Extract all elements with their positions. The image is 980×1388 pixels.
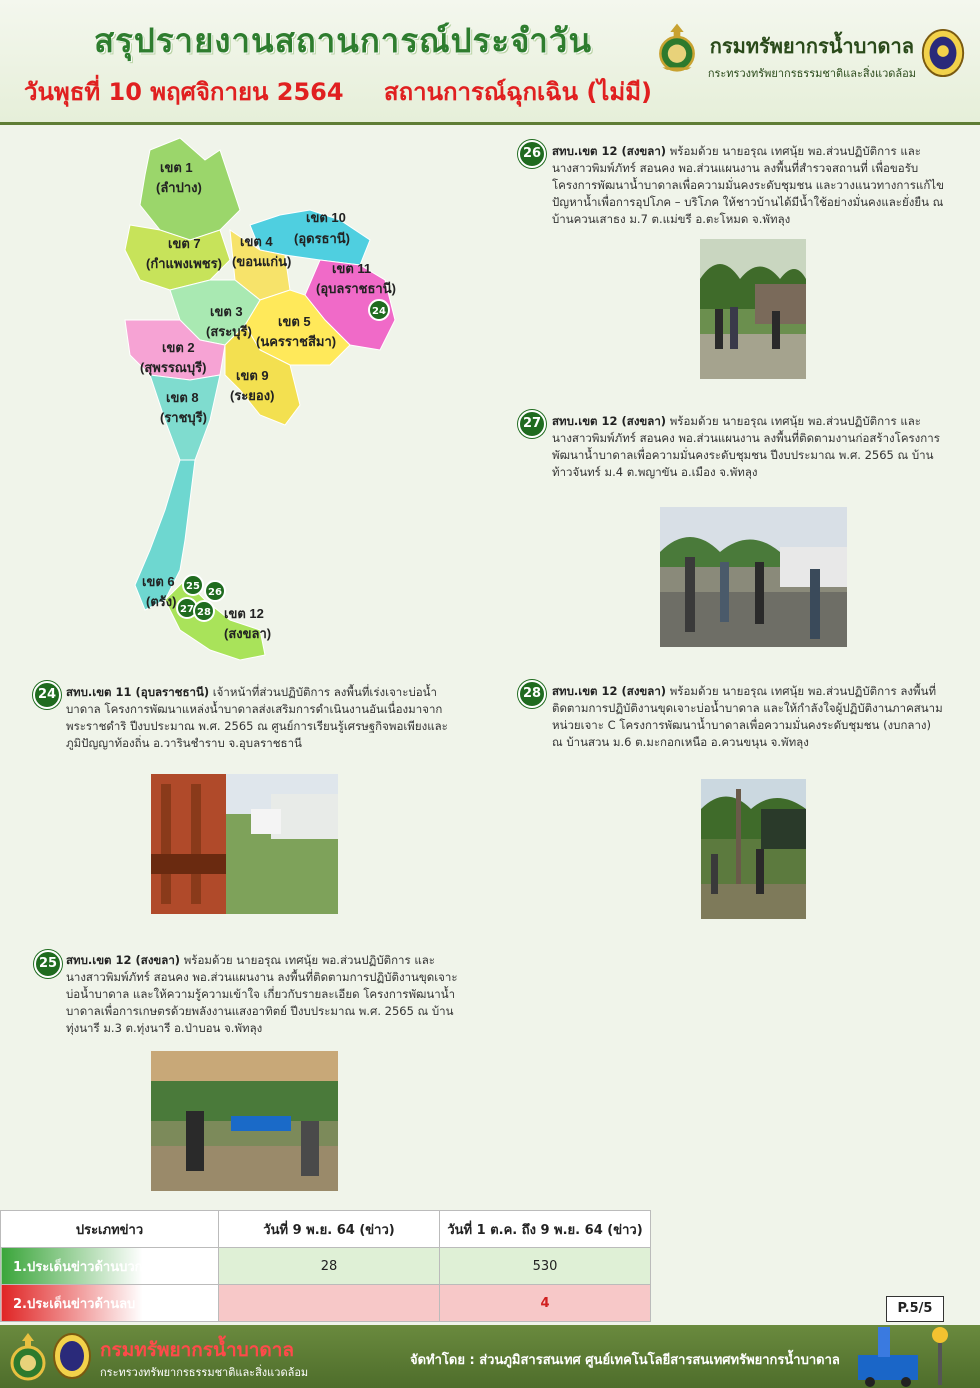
news-item-24 [66,684,458,752]
region-label: เขต 2 [162,340,195,355]
region-label: เขต 3 [210,304,243,319]
region-label: เขต 8 [166,390,199,405]
ministry-seal-icon [52,1331,92,1381]
cell-value [219,1285,440,1322]
region-city: (ระยอง) [230,388,275,403]
region-city: (ราชบุรี) [160,410,207,425]
region-city: (นครราชสีมา) [256,334,337,349]
page-number: P.5/5 [886,1296,944,1322]
item-number-badge: 26 [518,140,546,168]
item-number-badge: 27 [518,410,546,438]
region-label: เขต 6 [142,574,175,589]
news-item-25 [66,952,458,1037]
item-text: พร้อมด้วย นายอรุณ เทศนุ้ย พอ.ส่วนปฏิบัติการ และนางสาวพิมพ์ภัทร์ สอนคง พอ.ส่วนแผนงาน ลงพื้นที่ติดตามงานก่อสร้างโครงการพัฒนาน้ำบาดาลเพื่อความมั่นคงระดับชุมชน ปีงบประมาณ พ.ศ. 2565 ณ บ้านท้าวจันทร์ ม.4 ต.พญาขัน อ.เมือง จ.พัทลุง [552,414,940,479]
item-head: สทบ.เขต 12 (สงขลา) [552,414,667,428]
news-summary-table [0,1210,651,1322]
news-photo-28 [701,779,806,919]
col-header: วันที่ 1 ต.ค. ถึง 9 พ.ย. 64 (ข่าว) [440,1211,651,1248]
header [0,0,980,125]
dept-name: กรมทรัพยากรน้ำบาดาล [709,34,915,58]
item-text: เจ้าหน้าที่ส่วนปฏิบัติการ ลงพื้นที่เร่งเจาะบ่อน้ำบาดาล โครงการพัฒนาแหล่งน้ำบาดาลส่งเสริมการดำเนินงานอันเนื่องมาจากพระราชดำริ ปีงบประมาณ พ.ศ. 2565 ณ ศูนย์การเรียนรู้เศรษฐกิจพอเพียงและภูมิปัญญาท้องถิ่น อ.วารินชำราบ จ.อุบลราชธานี [66,685,448,750]
footer-ministry: กระทรวงทรัพยากรธรรมชาติและสิ่งแวดล้อม [100,1366,309,1379]
item-head: สทบ.เขต 12 (สงขลา) [552,684,667,698]
map-marker-label: 27 [180,604,194,615]
item-text: พร้อมด้วย นายอรุณ เทศนุ้ย พอ.ส่วนปฏิบัติการ และนางสาวพิมพ์ภัทร์ สอนคง พอ.ส่วนแผนงาน ลงพื้นที่ติดตามการปฏิบัติงานขุดเจาะบ่อน้ำบาดาล และให้ความรู้ความเข้าใจ เกี่ยวกับรายละเอียด โครงการพัฒนาน้ำบาดาลเพื่อการเกษตรด้วยพลังงานแสงอาทิตย์ ปีงบประมาณ พ.ศ. 2565 ณ บ้านทุ่งนารี ม.3 ต.ทุ่งนารี อ.ป่าบอน จ.พัทลุง [66,953,458,1035]
region-label: เขต 1 [160,160,193,175]
region-label: เขต 12 [224,606,264,621]
dept-logo-icon [8,1331,48,1383]
page-title: สรุปรายงานสถานการณ์ประจำวัน [94,21,593,60]
region-city: (ลำปาง) [156,180,202,195]
map-marker-label: 25 [186,581,200,592]
item-number-badge: 28 [518,680,546,708]
region-city: (อุดรธานี) [294,231,351,246]
map-marker-label: 28 [197,607,211,618]
ministry-seal-icon [918,28,968,78]
col-header: วันที่ 9 พ.ย. 64 (ข่าว) [219,1211,440,1248]
region-label: เขต 5 [278,314,311,329]
cell-value: 28 [219,1248,440,1285]
report-date-line [24,72,652,111]
row-label: 1.ประเด็นข่าวด้านบวก [1,1248,219,1285]
region-label: เขต 7 [168,236,201,251]
table-row-negative [1,1285,651,1322]
table-row-positive [1,1248,651,1285]
report-date: วันพุธที่ 10 พฤศจิกายน 2564 [24,78,344,106]
dept-logo-icon [652,22,702,72]
col-header: ประเภทข่าว [1,1211,219,1248]
news-item-28 [552,683,944,751]
cell-value: 530 [440,1248,651,1285]
footer [0,1325,980,1388]
map-marker-label: 24 [372,306,386,317]
item-head: สทบ.เขต 12 (สงขลา) [552,144,667,158]
ministry-name: กระทรวงทรัพยากรธรรมชาติและสิ่งแวดล้อม [707,67,916,80]
emergency-status: สถานการณ์ฉุกเฉิน (ไม่มี) [383,78,652,106]
region-city: (อุบลราชธานี) [316,281,396,296]
region-city: (สุพรรณบุรี) [140,360,207,375]
news-item-27 [552,413,944,481]
news-photo-25 [151,1051,338,1191]
item-head: สทบ.เขต 12 (สงขลา) [66,953,181,967]
item-text: พร้อมด้วย นายอรุณ เทศนุ้ย พอ.ส่วนปฏิบัติการ ลงพื้นที่ติดตามการปฏิบัติงานขุดเจาะบ่อน้ำบาดาล และให้กำลังใจผู้ปฏิบัติงานภาคสนาม หน่วยเจาะ C โครงการพัฒนาน้ำบาดาลเพื่อความมั่นคงระดับชุมชน (งบกลาง) ณ บ้านสวน ม.6 ต.มะกอกเหนือ อ.ควนขนุน จ.พัทลุง [552,684,943,749]
dept-name-block [708,30,916,82]
region-city: (ขอนแก่น) [232,254,292,269]
table-header-row [1,1211,651,1248]
item-number-badge: 25 [34,950,62,978]
item-head: สทบ.เขต 11 (อุบลราชธานี) [66,685,210,699]
region-label: เขต 4 [240,234,273,249]
drilling-rig-icon [848,1325,976,1388]
news-photo-27 [660,507,847,647]
thailand-region-map [110,130,410,670]
region-city: (กำแพงเพชร) [146,256,222,271]
region-city: (สระบุรี) [206,324,252,339]
footer-dept-name: กรมทรัพยากรน้ำบาดาล [100,1339,295,1361]
footer-credit: จัดทำโดย : ส่วนภูมิสารสนเทศ ศูนย์เทคโนโลยีสารสนเทศทรัพยากรน้ำบาดาล [410,1353,840,1368]
news-photo-26 [700,239,806,379]
news-item-26 [552,143,944,228]
region-label: เขต 9 [236,368,269,383]
region-label: เขต 10 [306,210,346,225]
region-city: (สงขลา) [224,626,272,641]
region-label: เขต 11 [332,261,372,276]
item-text: พร้อมด้วย นายอรุณ เทศนุ้ย พอ.ส่วนปฏิบัติการ และนางสาวพิมพ์ภัทร์ สอนคง พอ.ส่วนแผนงาน ลงพื้นที่สำรวจสถานที่ เพื่อขอรับโครงการพัฒนาน้ำบาดาลเพื่อความมั่นคงระดับชุมชน และวางแนวทางการแก้ไขปัญหาน้ำเพื่อการอุปโภค – บริโภค ให้ชาวบ้านได้มีน้ำใช้อย่างมั่นคงและยั่งยืน ณ บ้านควนเสาธง ม.7 ต.แม่ขรี อ.ตะโหมด จ.พัทลุง [552,144,944,226]
news-photo-24 [151,774,338,914]
row-label: 2.ประเด็นข่าวด้านลบ [1,1285,219,1322]
item-number-badge: 24 [33,681,61,709]
map-marker-label: 26 [208,587,222,598]
cell-value: 4 [440,1285,651,1322]
region-city: (ตรัง) [146,594,177,609]
